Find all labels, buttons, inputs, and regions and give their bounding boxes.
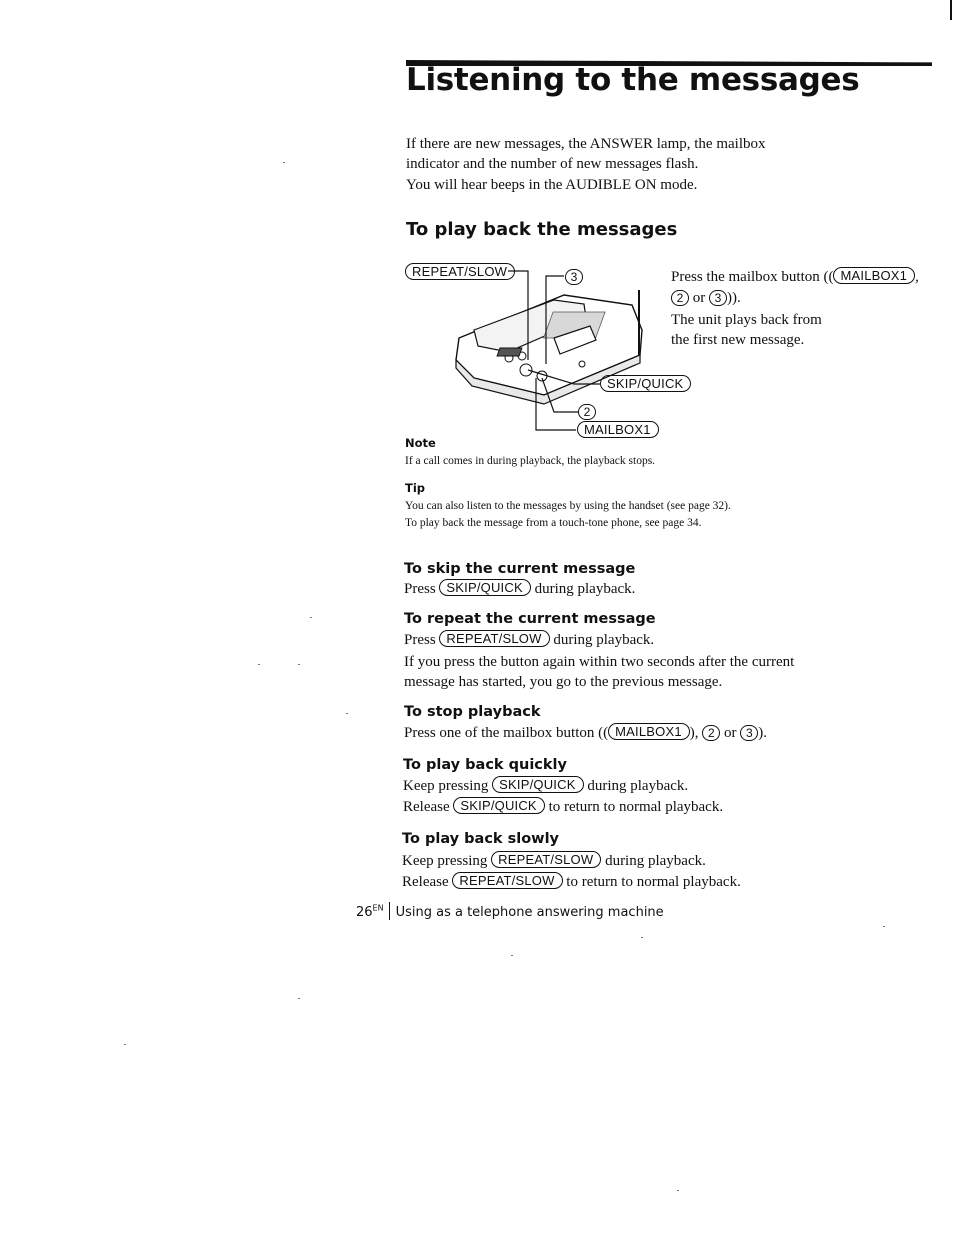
note-text: If a call comes in during playback, the playback stops. <box>405 455 656 467</box>
skip-text: Press SKIP/QUICK during playback. <box>404 580 636 597</box>
repeat-heading: To repeat the current message <box>404 611 656 627</box>
mailbox1-key: MAILBOX1 <box>577 421 659 438</box>
stop-heading: To stop playback <box>404 704 541 720</box>
scan-speck <box>346 713 348 714</box>
repeat-slow-key-slow: REPEAT/SLOW <box>491 851 601 868</box>
button-3 <box>579 361 585 367</box>
skip-heading: To skip the current message <box>404 561 636 577</box>
quick-heading: To play back quickly <box>403 757 567 773</box>
footer-section: Using as a telephone answering machine <box>395 905 664 920</box>
intro-paragraph <box>406 134 765 195</box>
result-line-1: The unit plays back from <box>671 312 822 328</box>
key-3-callout: 3 <box>565 269 583 285</box>
key-2-inline: 2 <box>671 290 689 306</box>
quick-line-2: Release SKIP/QUICK to return to normal playback. <box>403 798 724 815</box>
page-edge-mark <box>950 0 952 20</box>
button-row <box>497 348 522 356</box>
stop-text: Press one of the mailbox button (( MAILBOX1 ), 2 or 3 ). <box>404 724 768 741</box>
scan-speck <box>641 937 643 938</box>
repeat-line-1: Press REPEAT/SLOW during playback. <box>404 631 655 648</box>
page-suffix: EN <box>372 903 384 913</box>
mailbox1-key-stop: MAILBOX1 <box>608 723 690 740</box>
callout-repeat-slow <box>405 263 515 282</box>
tip-line-1: You can also listen to the messages by using the handset (see page 32). <box>405 500 731 512</box>
page-title: Listening to the messages <box>406 62 860 98</box>
press-mailbox-line: Press the mailbox button (( MAILBOX1 , <box>671 268 919 285</box>
intro-line-2: indicator and the number of new messages flash. <box>406 156 699 172</box>
skip-quick-key: SKIP/QUICK <box>600 375 691 392</box>
repeat-slow-key-release: REPEAT/SLOW <box>452 872 562 889</box>
key-2-callout: 2 <box>578 404 596 420</box>
repeat-text <box>404 630 794 692</box>
tip-label: Tip <box>405 481 426 495</box>
scan-speck <box>883 926 885 927</box>
answering-machine-illustration <box>404 260 694 442</box>
slow-line-1: Keep pressing REPEAT/SLOW during playback. <box>402 852 706 869</box>
repeat-slow-key: REPEAT/SLOW <box>405 263 515 280</box>
key-2-stop: 2 <box>702 725 720 741</box>
tip-line-2: To play back the message from a touch-tone phone, see page 34. <box>405 517 702 529</box>
tip-text <box>405 498 731 532</box>
result-line-2: the first new message. <box>671 332 805 348</box>
skip-quick-key-quick: SKIP/QUICK <box>492 776 583 793</box>
skip-quick-key-inline: SKIP/QUICK <box>439 579 530 596</box>
playback-instructions <box>671 267 919 350</box>
note-label: Note <box>405 436 436 450</box>
scan-speck <box>310 617 312 618</box>
quick-line-1: Keep pressing SKIP/QUICK during playback. <box>403 777 689 794</box>
repeat-line-3: message has started, you go to the previous message. <box>404 674 723 690</box>
slow-heading: To play back slowly <box>402 831 559 847</box>
or-keys-line: 2 or 3 )). <box>671 288 919 308</box>
callout-skip-quick <box>600 375 691 394</box>
scan-speck <box>677 1190 679 1191</box>
scan-speck <box>283 162 285 163</box>
slow-text <box>402 851 741 892</box>
quick-text <box>403 776 723 817</box>
repeat-slow-key-inline: REPEAT/SLOW <box>439 630 549 647</box>
callout-2 <box>578 403 596 421</box>
scan-speck <box>298 664 300 665</box>
scan-speck <box>298 998 300 999</box>
mailbox1-key-inline: MAILBOX1 <box>833 267 915 284</box>
page-number: 26 <box>356 905 373 920</box>
callout-3 <box>565 268 583 286</box>
page-footer <box>356 902 664 920</box>
repeat-line-2: If you press the button again within two seconds after the current <box>404 654 795 670</box>
key-3-stop: 3 <box>740 725 758 741</box>
intro-line-3: You will hear beeps in the AUDIBLE ON mode. <box>406 177 698 193</box>
intro-line-1: If there are new messages, the ANSWER lamp, the mailbox <box>406 136 766 152</box>
skip-button <box>520 364 532 376</box>
footer-separator <box>389 902 390 920</box>
slow-line-2: Release REPEAT/SLOW to return to normal playback. <box>402 873 741 890</box>
playback-heading: To play back the messages <box>406 219 678 240</box>
callout-mailbox1 <box>577 421 659 440</box>
skip-quick-key-release: SKIP/QUICK <box>453 797 544 814</box>
key-3-inline: 3 <box>709 290 727 306</box>
scan-speck <box>511 955 513 956</box>
scan-speck <box>258 664 260 665</box>
scan-speck <box>124 1044 126 1045</box>
